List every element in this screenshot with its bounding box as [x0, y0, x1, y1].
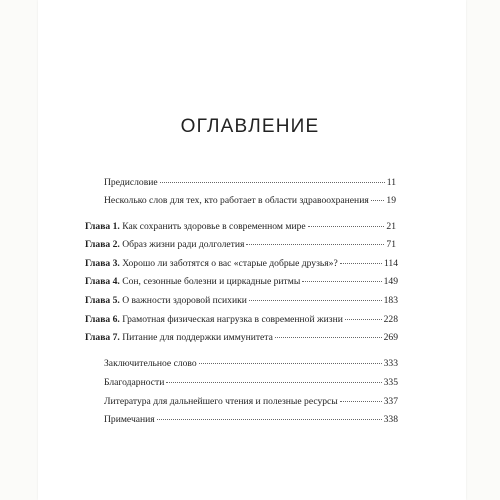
dot-leader — [246, 244, 384, 245]
toc-page-number: 333 — [383, 358, 398, 369]
toc-entry-acknowledgements — [104, 377, 398, 389]
toc-entry-text: Предисловие — [104, 177, 158, 188]
toc-page-number: 183 — [383, 295, 398, 306]
toc-page-number: 21 — [386, 221, 396, 232]
toc-entry-literature — [104, 396, 398, 408]
toc-page-number: 19 — [386, 195, 396, 206]
dot-leader — [160, 182, 385, 183]
toc-entry-chapter-3 — [85, 258, 398, 270]
toc-page-number: 269 — [383, 332, 398, 343]
toc-entry-text: Благодарности — [104, 377, 165, 388]
toc-entry-text: Хорошо ли заботятся о вас «старые добрые друзья»? — [122, 258, 338, 269]
toc-entry-text: Питание для поддержки иммунитета — [122, 332, 273, 343]
chapter-number: Глава 4. — [85, 276, 120, 287]
chapter-number: Глава 7. — [85, 332, 120, 343]
dot-leader — [157, 419, 382, 420]
chapter-number: Глава 1. — [85, 221, 120, 232]
chapter-number: Глава 5. — [85, 295, 120, 306]
toc-entry-text: Несколько слов для тех, кто работает в области здравоохранения — [104, 195, 369, 206]
toc-entry-text: Как сохранить здоровье в современном мире — [122, 221, 306, 232]
chapter-number: Глава 3. — [85, 258, 120, 269]
toc-entry-text: Образ жизни ради долголетия — [122, 239, 245, 250]
dot-leader — [275, 337, 382, 338]
page-title: ОГЛАВЛЕНИЕ — [180, 116, 320, 137]
toc-page-number: 338 — [383, 414, 398, 425]
toc-entry-text: О важности здоровой психики — [122, 295, 247, 306]
dot-leader — [249, 300, 382, 301]
toc-entry-text: Заключительное слово — [104, 358, 197, 369]
toc-entry-chapter-5 — [85, 295, 398, 307]
toc-entry-text: Примечания — [104, 414, 155, 425]
toc-entry-chapter-7 — [85, 332, 398, 344]
toc-page-number: 11 — [386, 177, 396, 188]
toc-entry-afterword — [104, 358, 398, 370]
dot-leader — [302, 281, 381, 282]
toc-entry-healthcare — [104, 195, 396, 207]
toc-page-number: 71 — [386, 239, 396, 250]
chapter-number: Глава 2. — [85, 239, 120, 250]
dot-leader — [166, 382, 381, 383]
toc-entry-notes — [104, 414, 398, 426]
chapter-number: Глава 6. — [85, 314, 120, 325]
dot-leader — [308, 226, 385, 227]
toc-entry-chapter-2 — [85, 239, 396, 251]
toc-page-number: 149 — [383, 276, 398, 287]
dot-leader — [345, 319, 382, 320]
toc-entry-text: Грамотная физическая нагрузка в современной жизни — [122, 314, 343, 325]
dot-leader — [199, 363, 382, 364]
toc-page-number: 337 — [383, 396, 398, 407]
toc-entry-chapter-4 — [85, 276, 398, 288]
dot-leader — [371, 200, 385, 201]
dot-leader — [340, 401, 382, 402]
toc-entry-text: Литература для дальнейшего чтения и полезные ресурсы — [104, 396, 338, 407]
toc-page-number: 335 — [383, 377, 398, 388]
dot-leader — [340, 263, 382, 264]
toc-entry-text: Сон, сезонные болезни и циркадные ритмы — [122, 276, 301, 287]
toc-entry-chapter-6 — [85, 314, 398, 326]
toc-entry-chapter-1 — [85, 221, 396, 233]
toc-entry-preface — [104, 177, 396, 189]
toc-page-number: 114 — [383, 258, 398, 269]
toc-page-number: 228 — [383, 314, 398, 325]
